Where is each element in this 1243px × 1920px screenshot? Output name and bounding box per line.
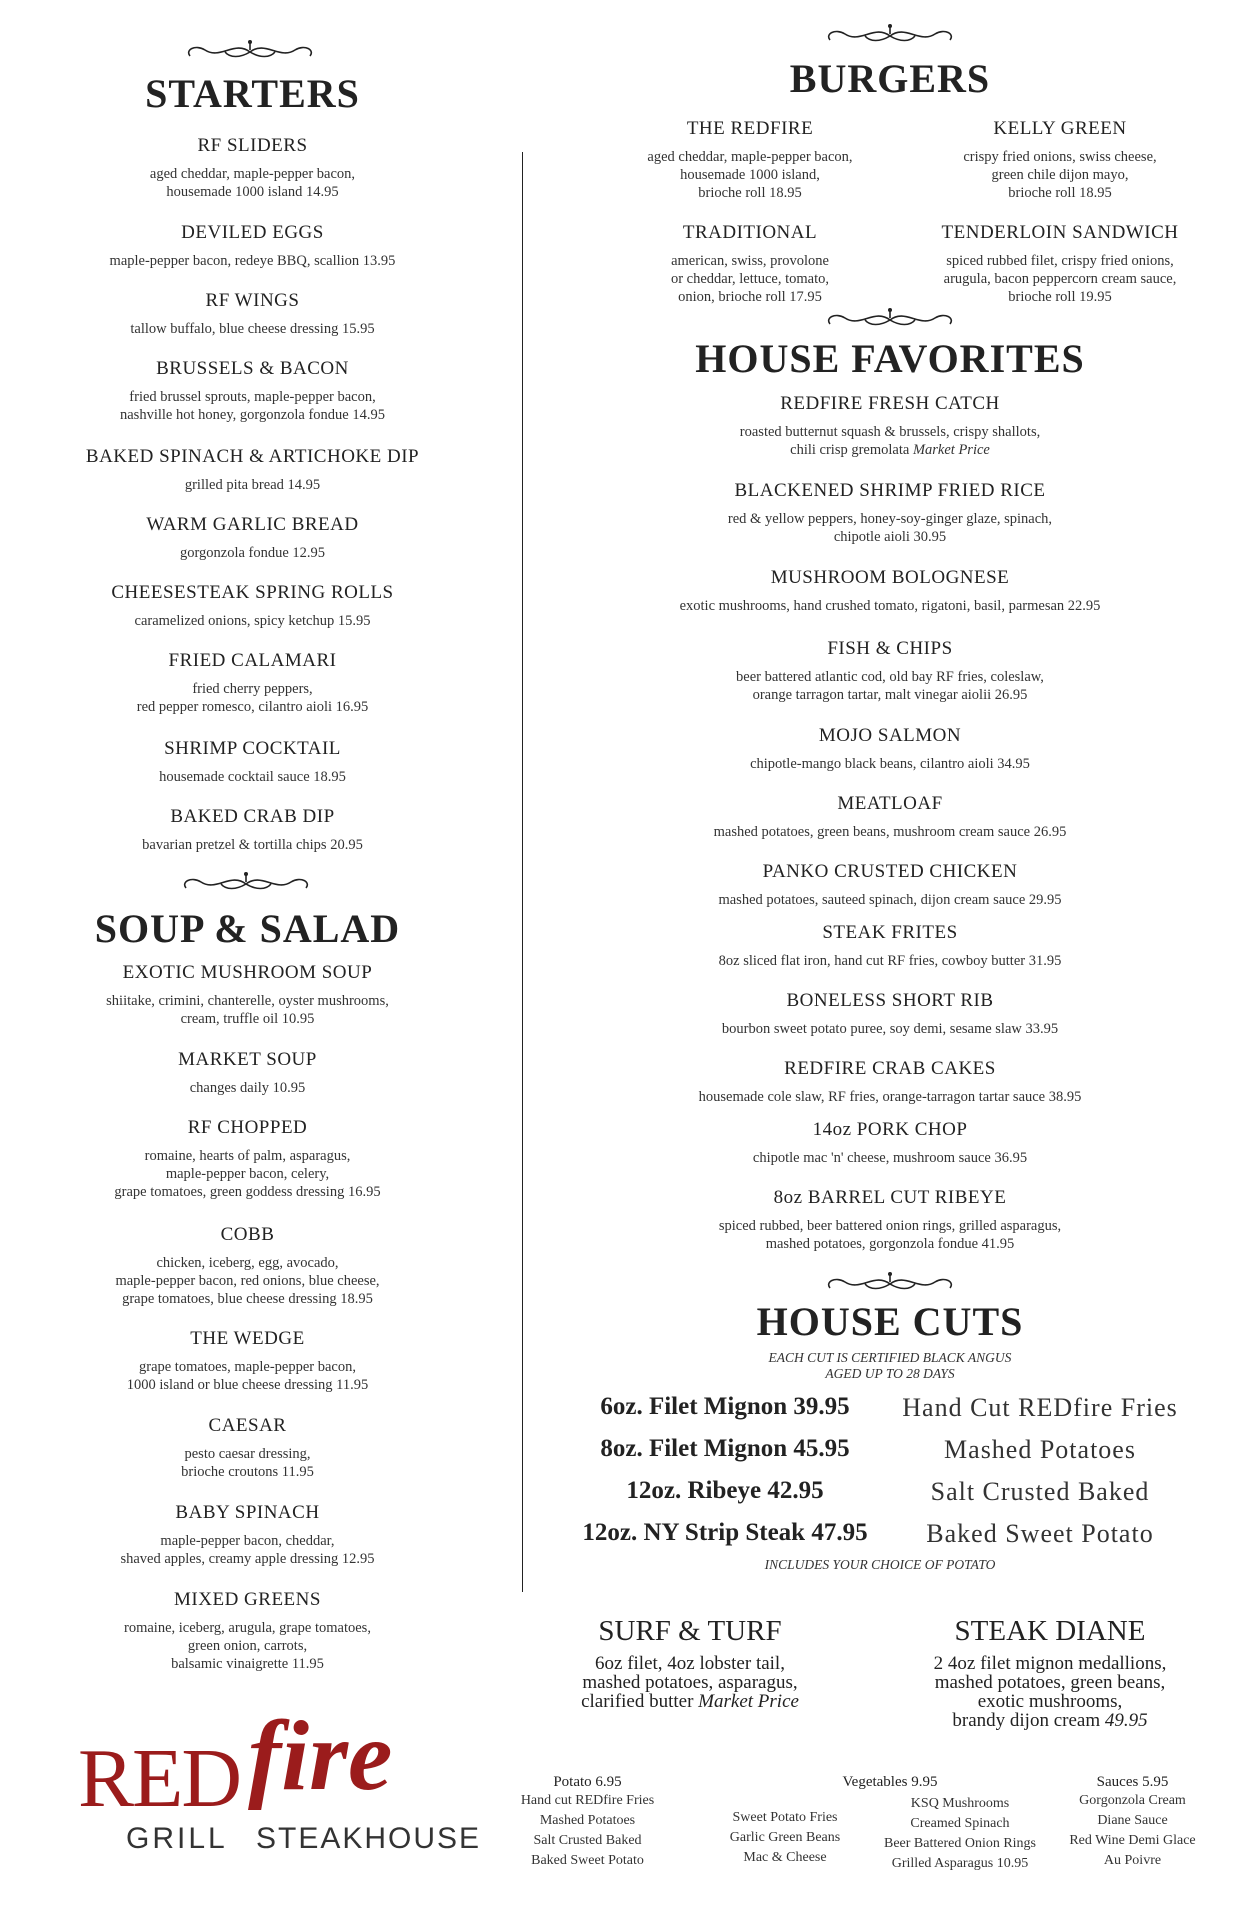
menu-item-name: BRUSSELS & BACON xyxy=(156,358,349,379)
menu-item xyxy=(590,922,1190,970)
menu-item xyxy=(590,393,1190,459)
starters-title: STARTERS xyxy=(145,71,360,116)
house-cut: 12oz. Ribeye 42.95 xyxy=(626,1477,824,1504)
menu-item xyxy=(20,962,475,1028)
menu-item-description: changes daily 10.95 xyxy=(189,1080,306,1096)
menu-item-name: CHEESESTEAK SPRING ROLLS xyxy=(111,582,394,603)
menu-item xyxy=(20,806,485,854)
menu-item-price-note: Market Price xyxy=(909,442,990,458)
side-item: Diane Sauce xyxy=(1097,1813,1168,1828)
logo-grill: GRILL xyxy=(126,1822,228,1855)
house-cuts-title: HOUSE CUTS xyxy=(756,1299,1024,1344)
menu-item-description: maple-pepper bacon, redeye BBQ, scallion 13.95 xyxy=(109,253,396,269)
menu-item xyxy=(590,725,1190,773)
menu-item xyxy=(590,567,1190,615)
side-item: Garlic Green Beans xyxy=(729,1830,841,1845)
menu-item-name: BLACKENED SHRIMP FRIED RICE xyxy=(734,480,1046,501)
menu-item xyxy=(600,222,900,306)
menu-item-name: BONELESS SHORT RIB xyxy=(786,990,994,1011)
menu-item-description: mashed potatoes, sauteed spinach, dijon cream sauce 29.95 xyxy=(718,892,1062,908)
soup-salad-title: SOUP & SALAD xyxy=(94,906,401,951)
menu-item-name: TENDERLOIN SANDWICH xyxy=(941,222,1179,243)
house-cut: 6oz. Filet Mignon 39.95 xyxy=(600,1393,850,1420)
house-favorites-title: HOUSE FAVORITES xyxy=(695,336,1085,381)
menu-item-description: red & yellow peppers, honey-soy-ginger glaze, spinach, chipotle aioli 30.95 xyxy=(727,511,1053,545)
menu-item xyxy=(20,738,485,786)
menu-item-name: TRADITIONAL xyxy=(682,222,818,243)
menu-item-name: REDFIRE FRESH CATCH xyxy=(780,393,1000,414)
sides-vegetables-left xyxy=(700,1808,870,1868)
house-cut-potato: Hand Cut REDfire Fries xyxy=(902,1393,1178,1422)
menu-item-description: caramelized onions, spicy ketchup 15.95 xyxy=(134,613,371,629)
side-item: Mashed Potatoes xyxy=(539,1813,636,1828)
menu-item-name: RF SLIDERS xyxy=(197,135,308,156)
logo-red: RED xyxy=(78,1732,240,1825)
house-cut-potato: Salt Crusted Baked xyxy=(930,1477,1150,1506)
column-divider xyxy=(522,152,523,1592)
menu-item-description: bavarian pretzel & tortilla chips 20.95 xyxy=(142,837,363,853)
menu-item-description: 8oz sliced flat iron, hand cut RF fries, cowboy butter 31.95 xyxy=(718,953,1062,969)
menu-item xyxy=(600,118,900,202)
menu-item-name: REDFIRE CRAB CAKES xyxy=(784,1058,996,1079)
menu-item xyxy=(590,1187,1190,1253)
menu-item-name: DEVILED EGGS xyxy=(181,222,324,243)
menu-item xyxy=(20,650,485,716)
menu-item-description: bourbon sweet potato puree, soy demi, sesame slaw 33.95 xyxy=(721,1021,1059,1037)
menu-item xyxy=(20,1117,475,1201)
menu-item-name: EXOTIC MUSHROOM SOUP xyxy=(122,962,373,983)
house-cut-potato: Baked Sweet Potato xyxy=(926,1519,1154,1548)
special-steak-diane: STEAK DIANE 2 4oz filet mignon medallions, mashed potatoes, green beans, exotic mushrooms, brandy dijon cream 49.95 xyxy=(933,1615,1167,1731)
menu-item xyxy=(20,514,485,562)
menu-item-name: MUSHROOM BOLOGNESE xyxy=(770,567,1010,588)
menu-item-description: beer battered atlantic cod, old bay RF fries, coleslaw, orange tarragon tartar, malt vinegar aiolii 26.95 xyxy=(736,669,1044,703)
ornament-flourish xyxy=(820,1270,960,1296)
menu-item-description: housemade cole slaw, RF fries, orange-tarragon tartar sauce 38.95 xyxy=(698,1089,1082,1105)
menu-item-description: pesto caesar dressing, brioche croutons 11.95 xyxy=(181,1446,314,1480)
menu-item-name: 14oz PORK CHOP xyxy=(812,1119,968,1140)
side-item: Hand cut REDfire Fries xyxy=(520,1793,655,1808)
menu-item-description: mashed potatoes, green beans, mushroom cream sauce 26.95 xyxy=(713,824,1067,840)
menu-item-description: shiitake, crimini, chanterelle, oyster mushrooms, cream, truffle oil 10.95 xyxy=(106,993,389,1027)
menu-item-description: tallow buffalo, blue cheese dressing 15.95 xyxy=(130,321,375,337)
house-cuts-footer: INCLUDES YOUR CHOICE OF POTATO xyxy=(764,1557,996,1572)
menu-item xyxy=(590,480,1190,546)
menu-item-description: fried brussel sprouts, maple-pepper bacon, nashville hot honey, gorgonzola fondue 14.95 xyxy=(120,389,385,423)
house-cuts-note: EACH CUT IS CERTIFIED BLACK ANGUS AGED UP TO 28 DAYS xyxy=(768,1350,1012,1381)
menu-item-description: chicken, iceberg, egg, avocado, maple-pepper bacon, red onions, blue cheese, grape tomatoes, blue cheese dressing 18.95 xyxy=(115,1255,380,1307)
side-item: Creamed Spinach xyxy=(910,1816,1010,1831)
redfire-logo xyxy=(78,1690,482,1880)
side-item: Grilled Asparagus 10.95 xyxy=(891,1856,1029,1871)
menu-item xyxy=(20,582,485,630)
menu-item xyxy=(20,358,485,424)
menu-item-name: STEAK FRITES xyxy=(822,922,958,943)
side-item: Mac & Cheese xyxy=(743,1850,827,1865)
ornament-flourish xyxy=(820,306,960,332)
house-cut: 8oz. Filet Mignon 45.95 xyxy=(600,1435,850,1462)
menu-item-description: romaine, hearts of palm, asparagus, maple-pepper bacon, celery, grape tomatoes, green goddess dressing 16.95 xyxy=(114,1148,381,1200)
menu-item-description-wrap xyxy=(590,423,1190,459)
menu-item-name: MEATLOAF xyxy=(837,793,943,814)
menu-item-name: THE WEDGE xyxy=(190,1328,305,1349)
menu-item xyxy=(20,1502,475,1568)
menu-item-description: spiced rubbed, beer battered onion rings, grilled asparagus, mashed potatoes, gorgonzola fondue 41.95 xyxy=(718,1218,1062,1252)
menu-item-name: FISH & CHIPS xyxy=(827,638,953,659)
menu-item xyxy=(20,1589,475,1673)
menu-item-name: MIXED GREENS xyxy=(174,1589,321,1610)
menu-item-description: romaine, iceberg, arugula, grape tomatoes, green onion, carrots, balsamic vinaigrette 11.95 xyxy=(124,1620,371,1672)
menu-item-name: BAKED SPINACH & ARTICHOKE DIP xyxy=(85,446,420,467)
sides-potato: Potato 6.95 Hand cut REDfire Fries Mashed Potatoes Salt Crusted Baked Baked Sweet Potato xyxy=(500,1774,675,1871)
house-cut-potato: Mashed Potatoes xyxy=(944,1435,1136,1464)
menu-item xyxy=(590,793,1190,841)
menu-item-name: CAESAR xyxy=(208,1415,287,1436)
menu-item xyxy=(590,638,1190,704)
logo-steakhouse: STEAKHOUSE xyxy=(256,1822,482,1855)
menu-item-name: COBB xyxy=(220,1224,275,1245)
menu-item-description: chipotle-mango black beans, cilantro aioli 34.95 xyxy=(750,756,1030,772)
menu-item xyxy=(20,1415,475,1481)
menu-item-name: MARKET SOUP xyxy=(178,1049,317,1070)
menu-item-description: maple-pepper bacon, cheddar, shaved apples, creamy apple dressing 12.95 xyxy=(120,1533,375,1567)
menu-item xyxy=(20,1224,475,1308)
menu-item-description: aged cheddar, maple-pepper bacon, housemade 1000 island, brioche roll 18.95 xyxy=(647,149,853,201)
ornament-flourish xyxy=(176,870,316,896)
menu-item xyxy=(910,222,1210,306)
menu-item-description: exotic mushrooms, hand crushed tomato, rigatoni, basil, parmesan 22.95 xyxy=(679,598,1101,614)
menu-item xyxy=(20,1328,475,1394)
side-item: KSQ Mushrooms xyxy=(910,1796,1010,1811)
side-item: Beer Battered Onion Rings xyxy=(883,1836,1037,1851)
menu-item-description: american, swiss, provolone or cheddar, lettuce, tomato, onion, brioche roll 17.95 xyxy=(670,253,830,305)
menu-item-description: grilled pita bread 14.95 xyxy=(184,477,321,493)
menu-item-name: PANKO CRUSTED CHICKEN xyxy=(762,861,1018,882)
menu-item-description: gorgonzola fondue 12.95 xyxy=(179,545,326,561)
sides-vegetables-heading: Vegetables 9.95 xyxy=(842,1774,938,1790)
menu-item xyxy=(590,990,1190,1038)
menu-item-description: aged cheddar, maple-pepper bacon, housemade 1000 island 14.95 xyxy=(149,166,356,200)
side-item: Salt Crusted Baked xyxy=(533,1833,642,1848)
menu-item xyxy=(20,290,485,338)
menu-item-name: RF CHOPPED xyxy=(187,1117,308,1138)
side-item: Baked Sweet Potato xyxy=(531,1853,644,1868)
menu-item-name: FRIED CALAMARI xyxy=(168,650,337,671)
menu-item-name: KELLY GREEN xyxy=(993,118,1127,139)
menu-item xyxy=(20,1049,475,1097)
menu-item xyxy=(20,446,485,494)
side-item: Au Poivre xyxy=(1103,1853,1162,1868)
menu-item-name: WARM GARLIC BREAD xyxy=(146,514,359,535)
sides-vegetables-right xyxy=(860,1794,1060,1874)
menu-item xyxy=(20,222,485,270)
menu-item-name: BABY SPINACH xyxy=(175,1502,320,1523)
menu-item xyxy=(590,861,1190,909)
burgers-title: BURGERS xyxy=(789,56,991,101)
menu-item-name: RF WINGS xyxy=(205,290,300,311)
menu-item-name: BAKED CRAB DIP xyxy=(170,806,335,827)
special-surf-turf: SURF & TURF 6oz filet, 4oz lobster tail, mashed potatoes, asparagus, clarified butter Market Price xyxy=(581,1615,799,1712)
side-item: Sweet Potato Fries xyxy=(732,1810,838,1825)
menu-item-description: crispy fried onions, swiss cheese, green chile dijon mayo, brioche roll 18.95 xyxy=(963,149,1157,201)
menu-item-description: housemade cocktail sauce 18.95 xyxy=(159,769,346,785)
menu-item-description: roasted butternut squash & brussels, crispy shallots, chili crisp gremolata xyxy=(739,424,1041,458)
house-cut: 12oz. NY Strip Steak 47.95 xyxy=(582,1519,868,1546)
menu-item xyxy=(590,1058,1190,1106)
menu-item-name: MOJO SALMON xyxy=(818,725,962,746)
menu-item xyxy=(590,1119,1190,1167)
sides-sauces: Sauces 5.95 Gorgonzola Cream Diane Sauce Red Wine Demi Glace Au Poivre xyxy=(1045,1774,1220,1871)
menu-item xyxy=(910,118,1210,202)
menu-item-name: SHRIMP COCKTAIL xyxy=(164,738,341,759)
side-item: Red Wine Demi Glace xyxy=(1069,1833,1196,1848)
ornament-flourish xyxy=(180,38,320,64)
menu-item-description: grape tomatoes, maple-pepper bacon, 1000 island or blue cheese dressing 11.95 xyxy=(126,1359,369,1393)
menu-item-description: fried cherry peppers, red pepper romesco, cilantro aioli 16.95 xyxy=(136,681,369,715)
menu-item-description: chipotle mac 'n' cheese, mushroom sauce 36.95 xyxy=(752,1150,1028,1166)
menu-item xyxy=(20,135,485,201)
menu-item-description: spiced rubbed filet, crispy fried onions, arugula, bacon peppercorn cream sauce, brioche roll 19.95 xyxy=(943,253,1177,305)
logo-fire: fire xyxy=(248,1700,393,1811)
menu-item-name: 8oz BARREL CUT RIBEYE xyxy=(773,1187,1007,1208)
side-item: Gorgonzola Cream xyxy=(1079,1793,1186,1808)
menu-item-name: THE REDFIRE xyxy=(686,118,814,139)
ornament-flourish xyxy=(820,22,960,48)
